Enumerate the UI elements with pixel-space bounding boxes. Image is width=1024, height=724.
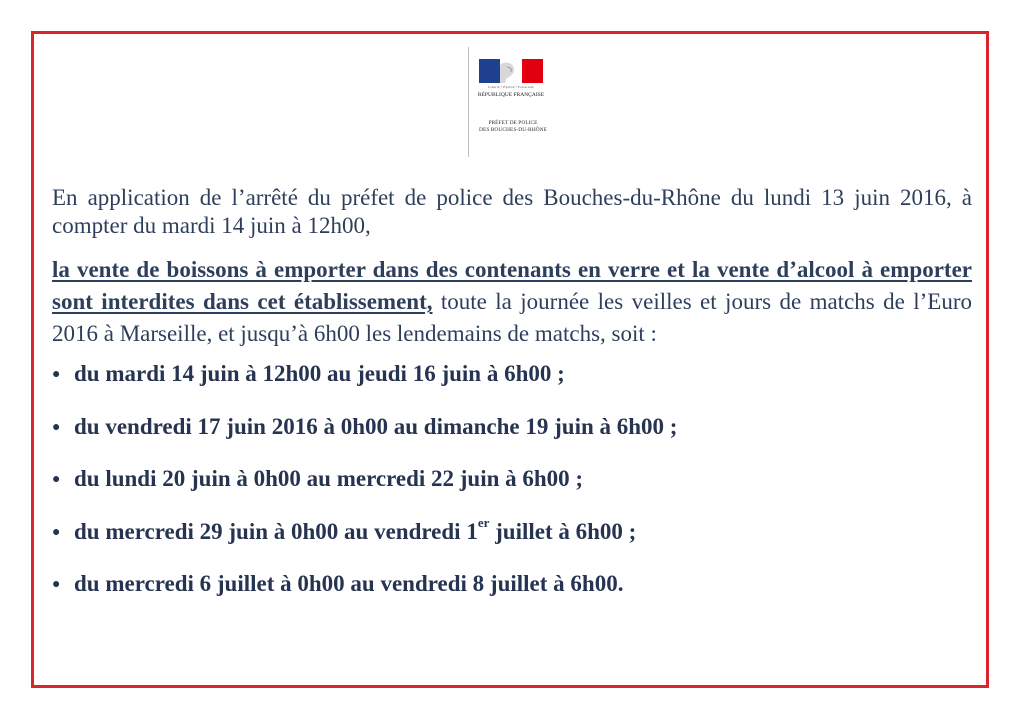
marianne-flag-icon <box>479 59 543 83</box>
logo-divider <box>468 47 469 157</box>
list-item <box>52 514 972 550</box>
logo-prefet-line-2: DES BOUCHES-DU-RHÔNE <box>479 127 547 133</box>
period-text: du mercredi 6 juillet à 0h00 au vendredi 8 juillet à 6h00. <box>74 571 624 596</box>
bullet-icon: ● <box>52 524 61 540</box>
list-item <box>52 360 972 392</box>
period-text: du vendredi 17 juin 2016 à 0h00 au dimanche 19 juin à 6h00 ; <box>74 413 678 439</box>
list-item <box>52 570 972 602</box>
period-text: du mardi 14 juin à 12h00 au jeudi 16 juin à 6h00 ; <box>74 361 565 386</box>
list-item <box>52 465 972 497</box>
intro-paragraph: En application de l’arrêté du préfet de police des Bouches-du-Rhône du lundi 13 juin 2016, à compter du mardi 14 juin à 12h00, <box>52 185 972 238</box>
logo-prefet-de-police <box>472 120 554 134</box>
list-item <box>52 413 972 445</box>
ordinal-superscript: er <box>477 514 490 530</box>
bullet-icon: ● <box>52 367 61 382</box>
prefecture-logo <box>468 47 554 157</box>
period-text-start: du mercredi 29 juin à 0h00 au vendredi 1 <box>74 518 478 544</box>
bullet-icon: ● <box>52 577 61 592</box>
notice-body <box>52 184 972 623</box>
period-text <box>74 514 637 546</box>
logo-prefet-line-1: PRÉFET DE POLICE <box>488 120 538 126</box>
logo-motto: Liberté • Égalité • Fraternité <box>488 85 534 89</box>
prohibition-continuation: toute la journée les veilles et jours de matchs de l’Euro 2016 à Marseille, et jusqu’à 6h00 les lendemains de matchs, soit : <box>52 289 972 346</box>
period-list <box>52 360 972 602</box>
bullet-icon: ● <box>52 419 61 435</box>
prohibition-statement: la vente de boissons à emporter dans des contenants en verre et la vente d’alcool à emporter sont interdites dans cet établissement, <box>52 257 972 314</box>
period-text-end: juillet à 6h00 ; <box>489 518 637 544</box>
period-text: du lundi 20 juin à 0h00 au mercredi 22 juin à 6h00 ; <box>74 466 584 491</box>
prohibition-paragraph <box>52 254 972 350</box>
bullet-icon: ● <box>52 472 61 487</box>
logo-republique-francaise: RÉPUBLIQUE FRANÇAISE <box>477 92 545 98</box>
